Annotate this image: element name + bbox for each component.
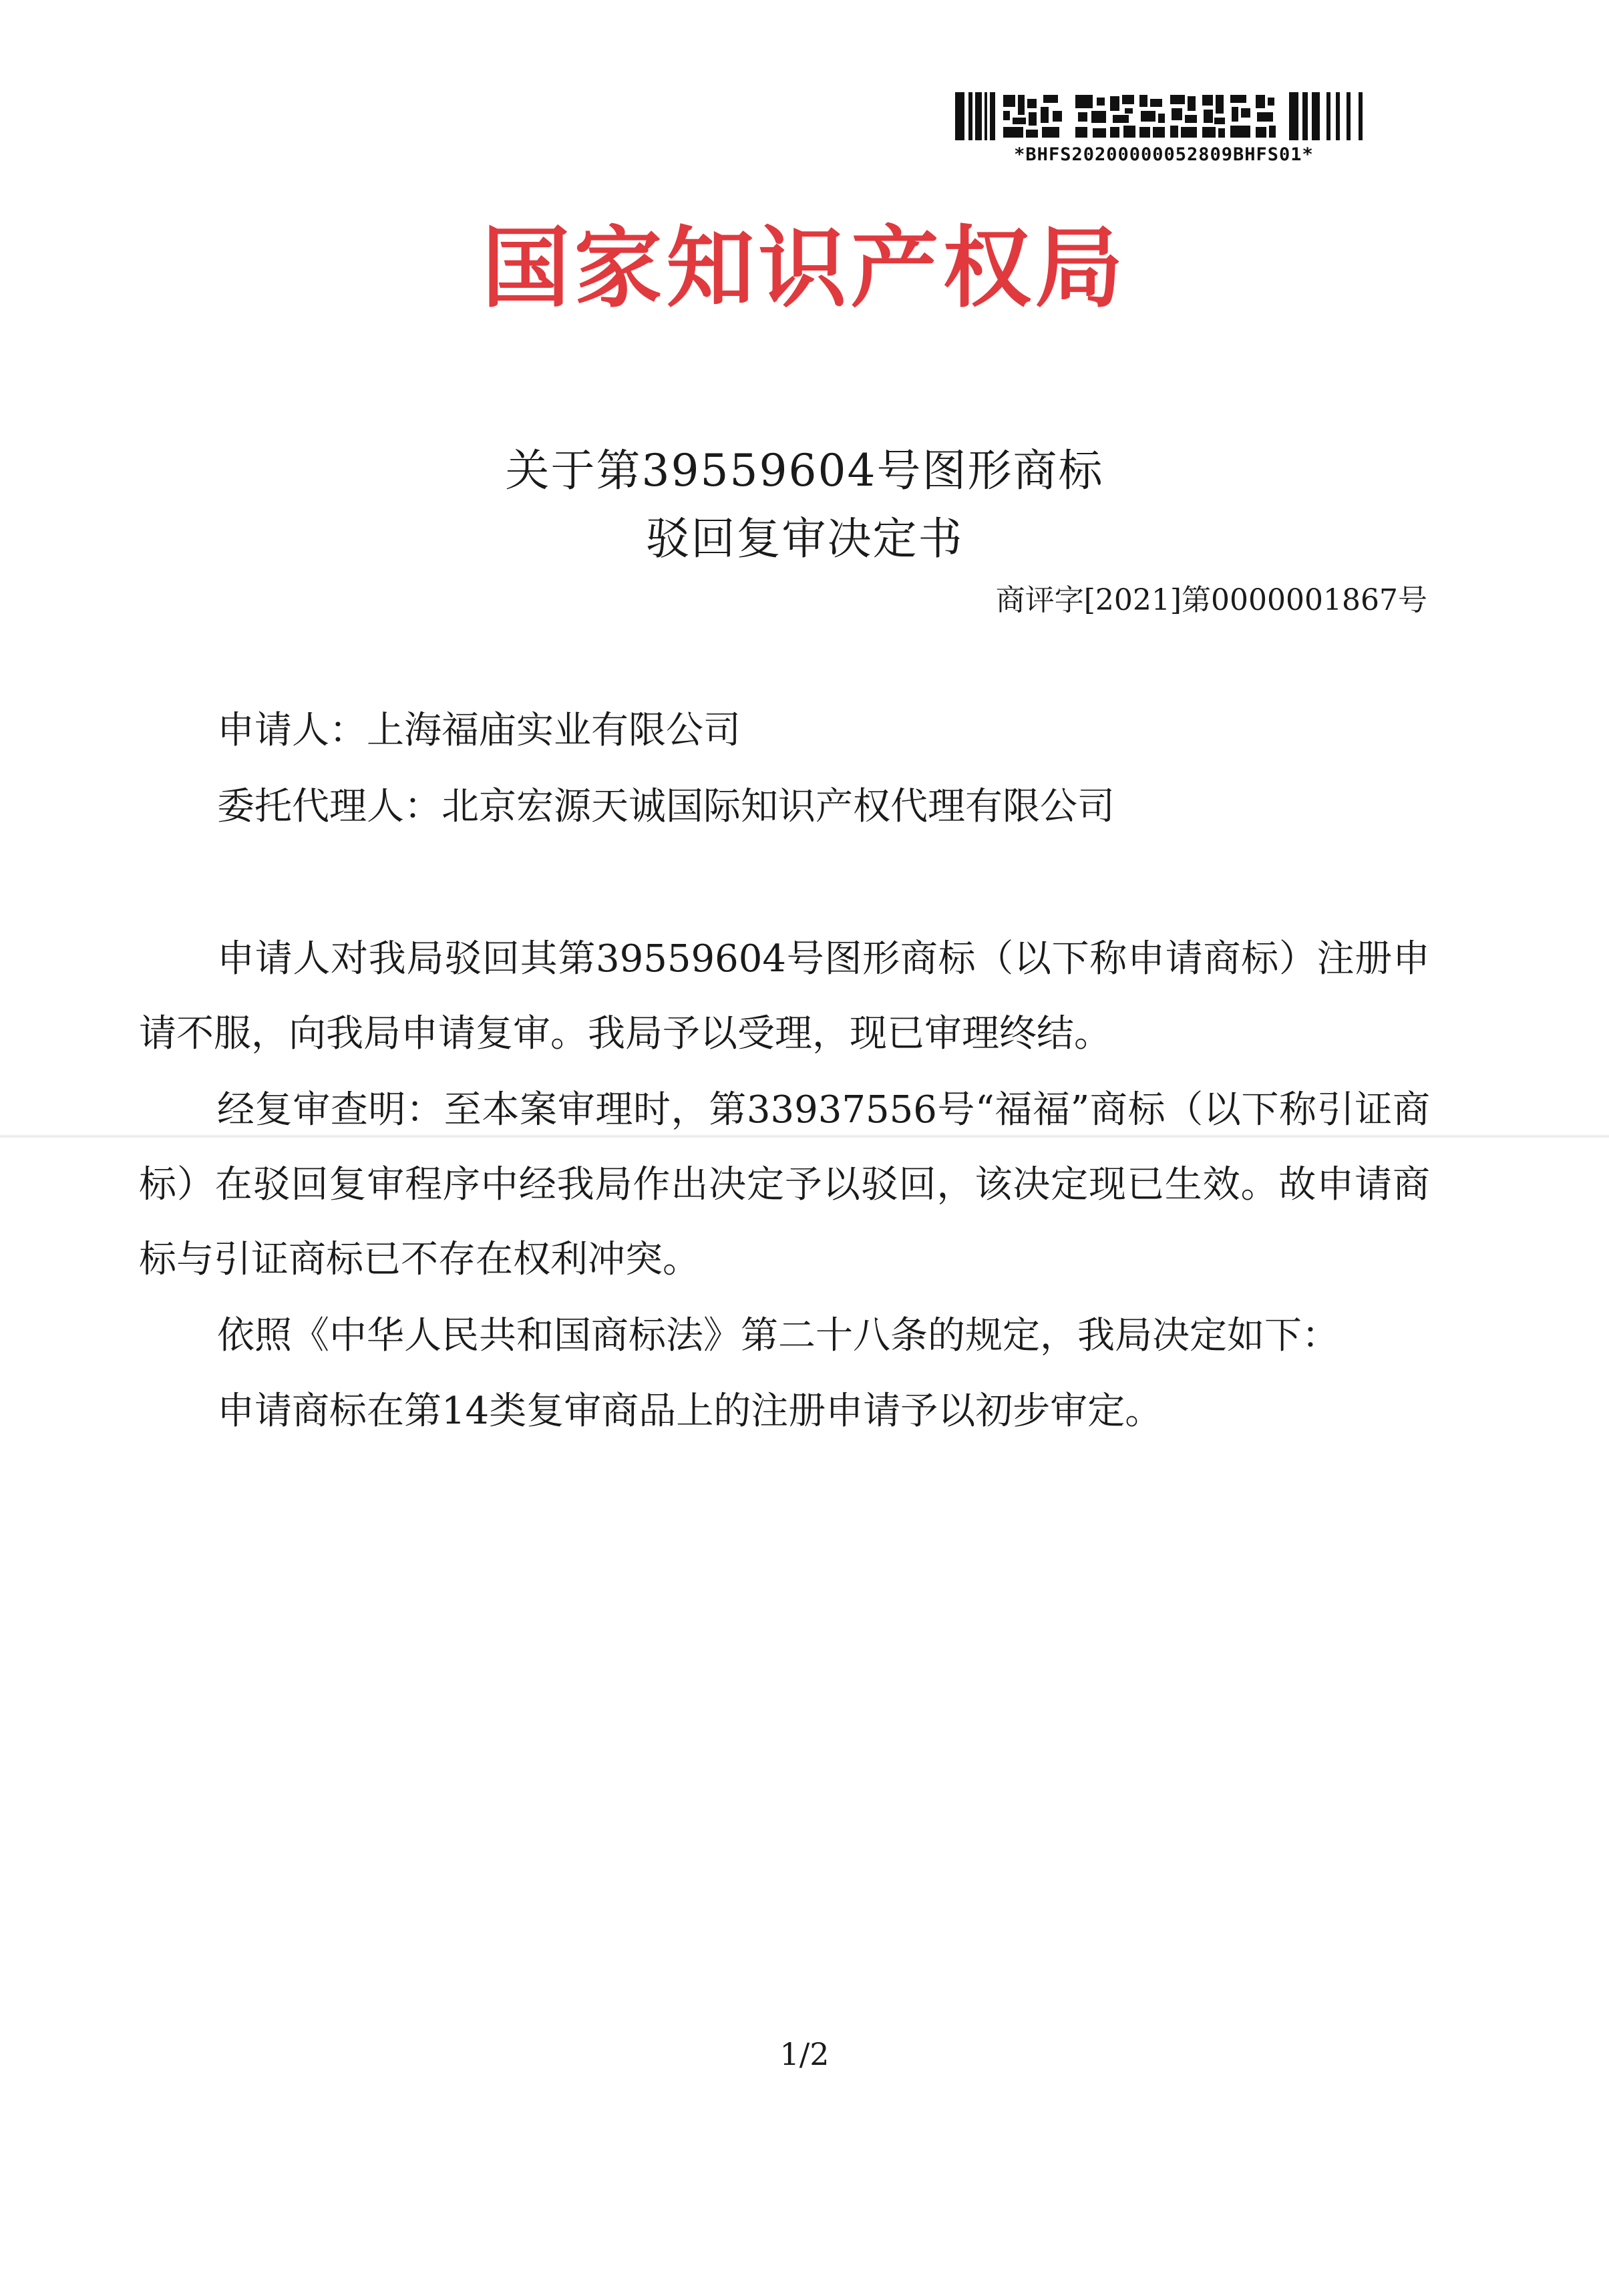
barcode xyxy=(955,92,1373,165)
body-paragraph: 经复审查明：至本案审理时，第33937556号“福福”商标（以下称引证商标）在驳回复审程序中经我局作出决定予以驳回，该决定现已生效。故申请商标与引证商标已不存在权利冲突。 xyxy=(139,1088,1430,1281)
applicant: 申请人：上海福庙实业有限公司 xyxy=(217,709,741,752)
page-number: 1/2 xyxy=(779,2036,830,2072)
document-title-line-2: 驳回复审决定书 xyxy=(645,513,964,564)
document-title-line-1: 关于第39559604号图形商标 xyxy=(505,445,1104,496)
agency-name: 国家知识产权局 xyxy=(482,216,1127,320)
barcode-graphic xyxy=(955,92,1369,140)
body-paragraph: 申请商标在第14类复审商品上的注册申请予以初步审定。 xyxy=(217,1389,1163,1433)
agent: 委托代理人：北京宏源天诚国际知识产权代理有限公司 xyxy=(217,785,1115,828)
reference-number: 商评字[2021]第0000001867号 xyxy=(995,583,1427,617)
body-paragraph: 申请人对我局驳回其第39559604号图形商标（以下称申请商标）注册申请不服，向我局申请复审。我局予以受理，现已审理终结。 xyxy=(139,937,1430,1055)
barcode-number: *BHFS20200000052809BHFS01* xyxy=(1014,144,1314,165)
body-paragraph: 依照《中华人民共和国商标法》第二十八条的规定，我局决定如下： xyxy=(217,1314,1339,1357)
paper-fold-line xyxy=(0,1134,1609,1138)
